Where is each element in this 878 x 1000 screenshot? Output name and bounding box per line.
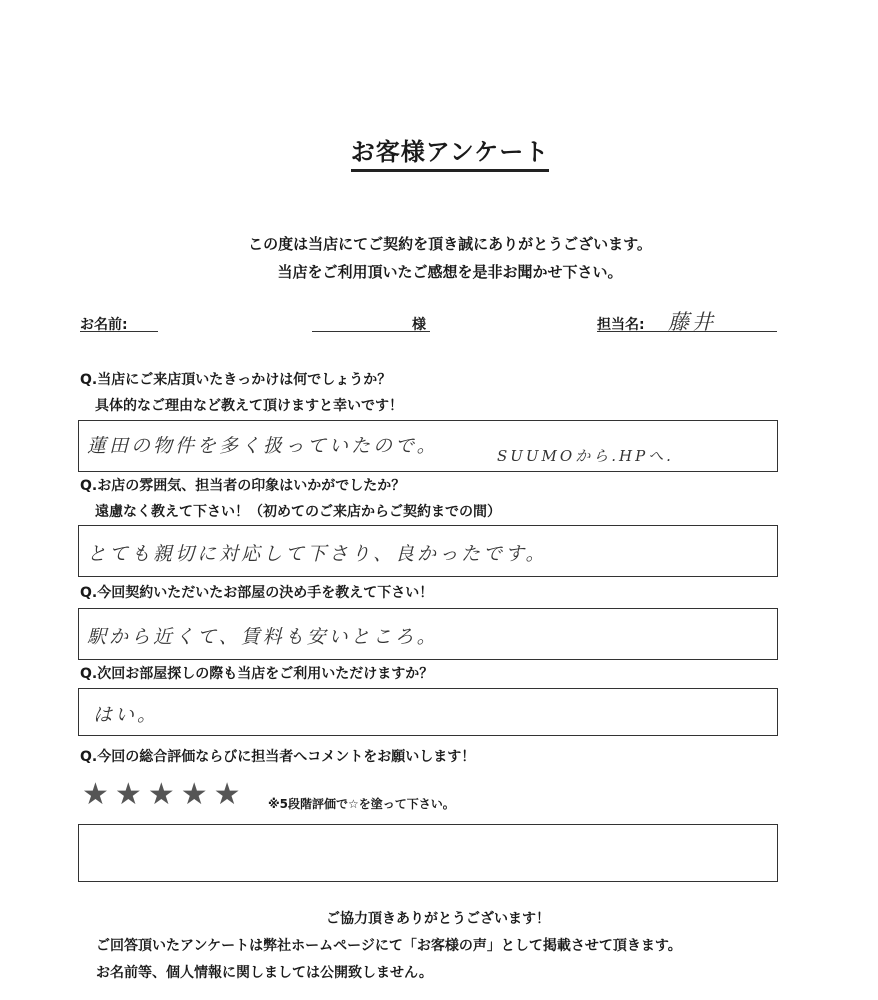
question-5-line-1: Q.今回の総合評価ならびに担当者へコメントをお願いします！: [80, 749, 476, 765]
answer-box-2[interactable]: [78, 525, 778, 577]
footer-privacy-note: お名前等、個人情報に関しましては公開致しません。: [96, 965, 433, 981]
answer-1-extra-handwritten: SUUMOから.HPへ.: [497, 447, 674, 465]
star-rating[interactable]: [82, 777, 241, 812]
comment-box[interactable]: [78, 824, 778, 882]
question-2-line-1: Q.お店の雰囲気、担当者の印象はいかがでしたか？: [80, 478, 406, 494]
name-label: お名前:: [80, 317, 128, 333]
star-icon[interactable]: ★: [213, 777, 241, 812]
survey-title: お客様アンケート: [0, 132, 878, 172]
name-honorific: 様: [412, 317, 426, 333]
name-label-underline: [80, 331, 158, 332]
answer-3-handwritten: 駅から近くて、賃料も安いところ。: [87, 626, 439, 648]
intro-line-2: 当店をご利用頂いたご感想を是非お聞かせ下さい。: [277, 263, 623, 281]
star-icon[interactable]: ★: [82, 777, 109, 812]
honorific-underline: [400, 331, 430, 332]
question-4-line-1: Q.次回お部屋探しの際も当店をご利用いただけますか？: [80, 666, 434, 682]
question-1-line-2: 具体的なご理由など教えて頂けますと幸いです！: [95, 398, 403, 414]
star-icon[interactable]: ★: [180, 777, 208, 812]
intro-line-1: この度は当店にてご契約を頂き誠にありがとうございます。: [248, 235, 652, 253]
question-1-line-1: Q.当店にご来店頂いたきっかけは何でしょうか？: [80, 372, 392, 388]
question-3-line-1: Q.今回契約いただいたお部屋の決め手を教えて下さい！: [80, 585, 434, 601]
star-icon[interactable]: ★: [147, 777, 175, 812]
footer-thanks: ご協力頂きありがとうございます！: [326, 911, 550, 927]
staff-name-handwritten: 藤井: [668, 310, 716, 334]
rating-note: ※5段階評価で☆を塗って下さい。: [268, 797, 455, 811]
footer-publish-note: ご回答頂いたアンケートは弊社ホームページにて「お客様の声」として掲載させて頂きます。: [96, 938, 682, 954]
answer-1-handwritten: 蓮田の物件を多く扱っていたので。: [87, 435, 439, 457]
name-input-line[interactable]: [312, 331, 400, 332]
answer-box-3[interactable]: [78, 608, 778, 660]
answer-2-handwritten: とても親切に対応して下さり、良かったです。: [87, 543, 548, 565]
answer-4-handwritten: はい。: [93, 704, 160, 726]
answer-box-1[interactable]: [78, 420, 778, 472]
star-icon[interactable]: ★: [114, 777, 142, 812]
question-2-line-2: 遠慮なく教えて下さい！（初めてのご来店からご契約までの間）: [95, 504, 501, 520]
answer-box-4[interactable]: [78, 688, 778, 736]
staff-label: 担当名:: [597, 317, 645, 333]
